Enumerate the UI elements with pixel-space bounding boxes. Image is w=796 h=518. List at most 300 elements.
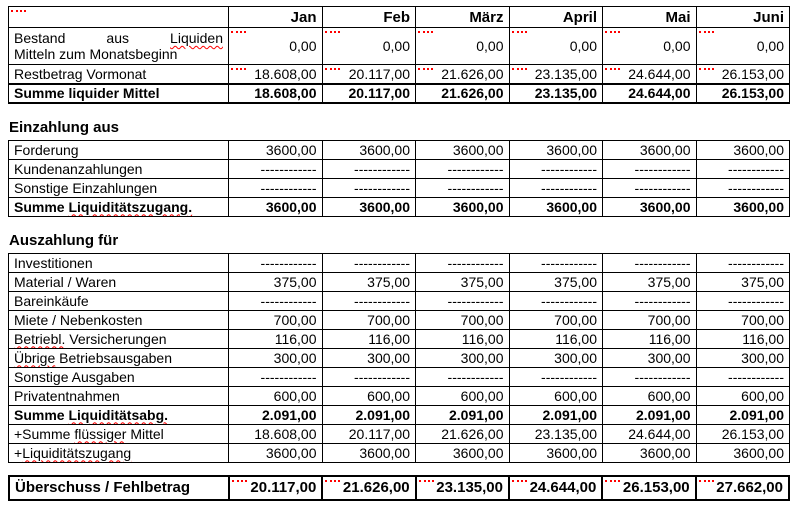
- row-label-cell[interactable]: [9, 272, 229, 291]
- label-text: Investitionen: [14, 254, 93, 271]
- label-text: Bareinkäufe: [14, 292, 89, 309]
- month-header[interactable]: Mai: [603, 7, 697, 28]
- value-cell[interactable]: [509, 424, 603, 443]
- red-squiggle-mark: [325, 67, 340, 70]
- value-cell[interactable]: [509, 386, 603, 405]
- value-cell[interactable]: [509, 291, 603, 310]
- cell-value: ------------: [260, 292, 317, 309]
- value-cell[interactable]: [416, 28, 510, 65]
- row-label-cell[interactable]: [9, 65, 229, 84]
- value-cell[interactable]: [322, 386, 416, 405]
- value-cell[interactable]: [603, 272, 697, 291]
- value-cell[interactable]: [509, 405, 603, 424]
- value-cell[interactable]: [322, 367, 416, 386]
- value-cell[interactable]: [416, 405, 510, 424]
- value-cell[interactable]: [603, 291, 697, 310]
- cell-value: 3600,00: [265, 141, 317, 158]
- value-cell[interactable]: [229, 253, 323, 272]
- value-cell[interactable]: [229, 476, 322, 500]
- corner-cell[interactable]: [9, 7, 229, 28]
- row-label-cell[interactable]: [9, 291, 229, 310]
- value-cell[interactable]: [229, 197, 323, 216]
- row-label-cell[interactable]: [9, 424, 229, 443]
- cell-value: 3600,00: [546, 198, 597, 215]
- value-cell[interactable]: [696, 310, 790, 329]
- cell-value: ------------: [728, 254, 784, 271]
- value-cell[interactable]: [229, 310, 323, 329]
- cell-value: 116,00: [555, 330, 597, 347]
- value-cell[interactable]: [322, 405, 416, 424]
- cell-value: 0,00: [663, 38, 691, 54]
- cell-value: 700,00: [273, 311, 317, 328]
- cell-value: 0,00: [476, 38, 504, 54]
- table-row: [9, 348, 790, 367]
- value-cell[interactable]: [509, 178, 603, 197]
- value-cell[interactable]: [229, 348, 323, 367]
- value-cell[interactable]: [509, 443, 603, 462]
- value-cell[interactable]: [416, 386, 510, 405]
- value-cell[interactable]: [603, 405, 697, 424]
- value-cell[interactable]: [509, 65, 603, 84]
- cell-value: ------------: [447, 292, 504, 309]
- value-cell[interactable]: [696, 65, 790, 84]
- cell-value: ------------: [634, 179, 691, 196]
- value-cell[interactable]: [696, 253, 790, 272]
- value-cell[interactable]: [603, 197, 697, 216]
- value-cell[interactable]: [229, 367, 323, 386]
- value-cell[interactable]: [603, 253, 697, 272]
- cell-value: 2.091,00: [542, 406, 597, 423]
- cell-value: 375,00: [647, 273, 691, 290]
- cell-value: 3600,00: [546, 141, 597, 158]
- misspelled-word: Liquiden: [170, 30, 223, 46]
- value-cell[interactable]: [229, 386, 323, 405]
- spacer: [8, 463, 790, 475]
- cell-value: ------------: [728, 292, 784, 309]
- table-row: [9, 197, 790, 216]
- value-cell[interactable]: [322, 291, 416, 310]
- cell-value: ------------: [541, 292, 597, 309]
- red-squiggle-mark: [699, 479, 714, 482]
- cell-value: 18.608,00: [254, 85, 317, 101]
- cell-value: 116,00: [648, 330, 691, 347]
- value-cell[interactable]: [322, 348, 416, 367]
- misspelled-word: Liquiditätsabg.: [68, 406, 169, 423]
- table-row: [9, 140, 790, 159]
- label-text: Mitteln zum Monatsbeginn: [14, 46, 178, 62]
- value-cell[interactable]: [603, 159, 697, 178]
- table-row: [9, 329, 790, 348]
- label-text: Summe: [14, 406, 69, 423]
- value-cell[interactable]: [322, 310, 416, 329]
- value-cell[interactable]: [603, 443, 697, 462]
- value-cell[interactable]: [696, 197, 790, 216]
- cell-value: 26.153,00: [721, 425, 784, 442]
- red-squiggle-mark: [605, 67, 620, 70]
- value-cell[interactable]: [416, 476, 509, 500]
- misspelled-word: Liquiditätszugang: [22, 444, 132, 461]
- cell-value: 375,00: [554, 273, 597, 290]
- red-squiggle-mark: [418, 30, 433, 33]
- cell-value: ------------: [634, 160, 691, 177]
- month-header-row: [9, 7, 790, 28]
- cell-value: 24.644,00: [529, 479, 597, 496]
- cell-value: ------------: [447, 368, 504, 385]
- value-cell[interactable]: [603, 386, 697, 405]
- cell-value: 700,00: [647, 311, 691, 328]
- label-text: Sonstige Ausgaben: [14, 368, 135, 385]
- cell-value: 600,00: [647, 387, 691, 404]
- cell-value: ------------: [260, 368, 317, 385]
- value-cell[interactable]: [229, 84, 323, 103]
- value-cell[interactable]: [416, 443, 510, 462]
- cell-value: 3600,00: [452, 198, 504, 215]
- value-cell[interactable]: [322, 159, 416, 178]
- table-row: [9, 272, 790, 291]
- red-squiggle-mark: [418, 67, 433, 70]
- value-cell[interactable]: [322, 197, 416, 216]
- row-label-cell[interactable]: [9, 253, 229, 272]
- cell-value: 3600,00: [639, 141, 691, 158]
- table-row: [9, 28, 790, 65]
- value-cell[interactable]: [509, 253, 603, 272]
- value-cell[interactable]: [509, 197, 603, 216]
- cell-value: 21.626,00: [342, 479, 410, 496]
- cell-value: 700,00: [741, 311, 784, 328]
- misspelled-word: Liquiditätszugang.: [68, 198, 193, 215]
- label-text: aus: [106, 30, 129, 46]
- cell-value: ------------: [541, 368, 597, 385]
- table-row: [9, 253, 790, 272]
- row-label-cell[interactable]: [9, 386, 229, 405]
- red-squiggle-mark: [699, 67, 714, 70]
- value-cell[interactable]: [509, 329, 603, 348]
- cell-value: ------------: [354, 292, 410, 309]
- label-text: Versicherungen: [65, 330, 167, 347]
- label-text: Forderung: [14, 141, 79, 158]
- value-cell[interactable]: [603, 424, 697, 443]
- row-label-cell[interactable]: [9, 28, 229, 65]
- month-header[interactable]: Jan: [229, 7, 323, 28]
- row-label-cell[interactable]: [9, 367, 229, 386]
- value-cell[interactable]: [416, 424, 510, 443]
- cell-value: 3600,00: [733, 198, 784, 215]
- cell-value: 3600,00: [265, 444, 317, 461]
- value-cell[interactable]: [696, 84, 790, 103]
- value-cell[interactable]: [696, 405, 790, 424]
- table-row: [9, 178, 790, 197]
- misspelled-word: flüssiger: [74, 425, 127, 442]
- value-cell[interactable]: [229, 159, 323, 178]
- label-text: Betriebsausgaben: [55, 349, 173, 366]
- value-cell[interactable]: [509, 272, 603, 291]
- value-cell[interactable]: [416, 197, 510, 216]
- value-cell[interactable]: [416, 140, 510, 159]
- row-label-cell[interactable]: [9, 84, 229, 103]
- row-label-cell[interactable]: [9, 197, 229, 216]
- cell-value: 26.153,00: [721, 85, 784, 101]
- value-cell[interactable]: [509, 348, 603, 367]
- cell-value: 300,00: [273, 349, 317, 366]
- value-cell[interactable]: [229, 140, 323, 159]
- value-cell[interactable]: [603, 65, 697, 84]
- red-squiggle-mark: [325, 30, 340, 33]
- label-text: +Summe: [14, 425, 75, 442]
- value-cell[interactable]: [416, 329, 510, 348]
- value-cell[interactable]: [696, 367, 790, 386]
- cell-value: ------------: [260, 179, 317, 196]
- cell-value: 375,00: [460, 273, 504, 290]
- cell-value: 3600,00: [733, 141, 784, 158]
- value-cell[interactable]: [509, 84, 603, 103]
- red-squiggle-mark: [325, 479, 340, 482]
- row-label-cell[interactable]: [9, 443, 229, 462]
- value-cell[interactable]: [603, 310, 697, 329]
- value-cell[interactable]: [416, 178, 510, 197]
- value-cell[interactable]: [416, 367, 510, 386]
- cell-value: 300,00: [741, 349, 784, 366]
- table-row: [9, 291, 790, 310]
- table-row: [9, 476, 789, 500]
- value-cell[interactable]: [416, 253, 510, 272]
- label-text: Material / Waren: [14, 273, 117, 290]
- value-cell[interactable]: [603, 348, 697, 367]
- cell-value: 0,00: [289, 38, 317, 54]
- value-cell[interactable]: [416, 159, 510, 178]
- cell-value: ------------: [634, 254, 691, 271]
- cell-value: 2.091,00: [262, 406, 317, 423]
- row-label-cell[interactable]: [9, 348, 229, 367]
- value-cell[interactable]: [603, 84, 697, 103]
- value-cell[interactable]: [416, 84, 510, 103]
- value-cell[interactable]: [509, 367, 603, 386]
- value-cell[interactable]: [509, 159, 603, 178]
- value-cell[interactable]: [322, 178, 416, 197]
- label-text: Kundenanzahlungen: [14, 160, 143, 177]
- cell-value: 18.608,00: [254, 425, 317, 442]
- value-cell[interactable]: [416, 272, 510, 291]
- cell-value: 300,00: [367, 349, 410, 366]
- cell-value: 600,00: [460, 387, 504, 404]
- red-squiggle-mark: [232, 479, 247, 482]
- value-cell[interactable]: [322, 140, 416, 159]
- value-cell[interactable]: [696, 476, 789, 500]
- value-cell[interactable]: [322, 476, 415, 500]
- label-text: Privatentnahmen: [14, 387, 120, 404]
- cell-value: 600,00: [741, 387, 784, 404]
- row-label-cell[interactable]: [9, 405, 229, 424]
- row-label-cell[interactable]: [9, 140, 229, 159]
- value-cell[interactable]: [603, 329, 697, 348]
- row-label-cell[interactable]: [9, 159, 229, 178]
- value-cell[interactable]: [322, 84, 416, 103]
- cell-value: 116,00: [368, 330, 410, 347]
- cell-value: ------------: [354, 368, 410, 385]
- value-cell[interactable]: [696, 291, 790, 310]
- cell-value: 26.153,00: [721, 65, 784, 82]
- red-squiggle-mark: [231, 67, 246, 70]
- cell-value: 0,00: [756, 38, 784, 54]
- row-label-cell[interactable]: [9, 476, 229, 500]
- cell-value: 24.644,00: [628, 65, 691, 82]
- cell-value: ------------: [634, 292, 691, 309]
- table-row: [9, 367, 790, 386]
- cell-value: 18.608,00: [254, 65, 317, 82]
- table-row: [9, 159, 790, 178]
- cell-value: 3600,00: [639, 198, 691, 215]
- value-cell[interactable]: [416, 348, 510, 367]
- cell-value: 23.135,00: [436, 479, 503, 496]
- cell-value: 600,00: [554, 387, 597, 404]
- value-cell[interactable]: [603, 140, 697, 159]
- row-label-cell[interactable]: [9, 310, 229, 329]
- value-cell[interactable]: [229, 329, 323, 348]
- table-row: [9, 65, 790, 84]
- cell-value: 2.091,00: [636, 406, 691, 423]
- cell-value: 24.644,00: [628, 85, 691, 101]
- cell-value: ------------: [728, 160, 784, 177]
- label-text: Überschuss / Fehlbetrag: [15, 479, 191, 496]
- cell-value: 0,00: [382, 38, 410, 54]
- cell-value: ------------: [541, 179, 597, 196]
- cell-value: 3600,00: [265, 198, 317, 215]
- value-cell[interactable]: [229, 291, 323, 310]
- cell-value: 2.091,00: [449, 406, 504, 423]
- value-cell[interactable]: [696, 443, 790, 462]
- value-cell[interactable]: [509, 310, 603, 329]
- value-cell[interactable]: [603, 367, 697, 386]
- row-label-cell[interactable]: [9, 178, 229, 197]
- value-cell[interactable]: [322, 253, 416, 272]
- value-cell[interactable]: [322, 65, 416, 84]
- opening-balance-table: [8, 6, 790, 104]
- cell-value: 3600,00: [359, 198, 410, 215]
- value-cell[interactable]: [696, 178, 790, 197]
- table-row: [9, 310, 790, 329]
- cell-value: 24.644,00: [628, 425, 691, 442]
- month-header[interactable]: Juni: [696, 7, 790, 28]
- value-cell[interactable]: [229, 424, 323, 443]
- label-text: Summe liquider Mittel: [14, 85, 160, 101]
- value-cell[interactable]: [509, 476, 602, 500]
- label-text: Mittel: [126, 425, 164, 442]
- cell-value: 20.117,00: [250, 479, 317, 496]
- cell-value: ------------: [354, 179, 410, 196]
- value-cell[interactable]: [229, 272, 323, 291]
- cell-value: 116,00: [274, 330, 317, 347]
- row-label-cell[interactable]: [9, 329, 229, 348]
- value-cell[interactable]: [603, 28, 697, 65]
- red-squiggle-mark: [11, 9, 26, 12]
- value-cell[interactable]: [696, 348, 790, 367]
- table-row: [9, 405, 790, 424]
- value-cell[interactable]: [509, 140, 603, 159]
- cell-value: 0,00: [569, 38, 597, 54]
- cell-value: 20.117,00: [348, 65, 410, 82]
- value-cell[interactable]: [229, 28, 323, 65]
- value-cell[interactable]: [696, 329, 790, 348]
- red-squiggle-mark: [605, 479, 620, 482]
- value-cell[interactable]: [229, 405, 323, 424]
- value-cell[interactable]: [603, 178, 697, 197]
- outflow-table: [8, 253, 790, 463]
- value-cell[interactable]: [322, 329, 416, 348]
- cell-value: ------------: [541, 160, 597, 177]
- cell-value: 21.626,00: [441, 425, 504, 442]
- value-cell[interactable]: [602, 476, 695, 500]
- cell-value: 20.117,00: [348, 85, 410, 101]
- cell-value: 700,00: [554, 311, 597, 328]
- cell-value: 20.117,00: [348, 425, 410, 442]
- cell-value: ------------: [260, 160, 317, 177]
- value-cell[interactable]: [416, 310, 510, 329]
- red-squiggle-mark: [419, 479, 434, 482]
- cell-value: 700,00: [460, 311, 504, 328]
- cell-value: ------------: [447, 254, 504, 271]
- month-header[interactable]: April: [509, 7, 603, 28]
- label-text: Sonstige Einzahlungen: [14, 179, 158, 196]
- red-squiggle-mark: [512, 67, 527, 70]
- value-cell[interactable]: [229, 443, 323, 462]
- month-header[interactable]: Feb: [322, 7, 416, 28]
- table-row: [9, 424, 790, 443]
- cell-value: 23.135,00: [534, 85, 597, 101]
- value-cell[interactable]: [229, 178, 323, 197]
- value-cell[interactable]: [696, 28, 790, 65]
- value-cell[interactable]: [322, 424, 416, 443]
- cell-value: ------------: [728, 179, 784, 196]
- value-cell[interactable]: [322, 443, 416, 462]
- cell-value: 2.091,00: [729, 406, 784, 423]
- month-header[interactable]: März: [416, 7, 510, 28]
- cell-value: 3600,00: [359, 141, 410, 158]
- value-cell[interactable]: [322, 272, 416, 291]
- red-squiggle-mark: [512, 30, 527, 33]
- value-cell[interactable]: [229, 65, 323, 84]
- cell-value: 3600,00: [452, 141, 504, 158]
- cell-value: 375,00: [367, 273, 410, 290]
- value-cell[interactable]: [322, 28, 416, 65]
- value-cell[interactable]: [696, 159, 790, 178]
- value-cell[interactable]: [509, 28, 603, 65]
- red-squiggle-mark: [605, 30, 620, 33]
- label-line: [14, 30, 223, 46]
- value-cell[interactable]: [696, 140, 790, 159]
- value-cell[interactable]: [696, 272, 790, 291]
- cell-value: ------------: [260, 254, 317, 271]
- label-text: Restbetrag Vormonat: [14, 65, 147, 82]
- misspelled-word: Übrige: [14, 349, 56, 366]
- label-text: Miete / Nebenkosten: [14, 311, 143, 328]
- inflow-table: [8, 140, 790, 217]
- cell-value: 23.135,00: [534, 425, 597, 442]
- section-heading-einzahlung: Einzahlung aus: [9, 118, 120, 136]
- cell-value: ------------: [354, 254, 410, 271]
- cell-value: 27.662,00: [716, 479, 783, 496]
- value-cell[interactable]: [416, 65, 510, 84]
- red-squiggle-mark: [512, 479, 527, 482]
- cell-value: ------------: [634, 368, 691, 385]
- label-text: Bestand: [14, 30, 66, 46]
- cell-value: 3600,00: [359, 444, 410, 461]
- red-squiggle-mark: [699, 30, 714, 33]
- cell-value: ------------: [728, 368, 784, 385]
- value-cell[interactable]: [696, 386, 790, 405]
- value-cell[interactable]: [696, 424, 790, 443]
- cell-value: 300,00: [647, 349, 691, 366]
- value-cell[interactable]: [416, 291, 510, 310]
- table-row: [9, 84, 790, 103]
